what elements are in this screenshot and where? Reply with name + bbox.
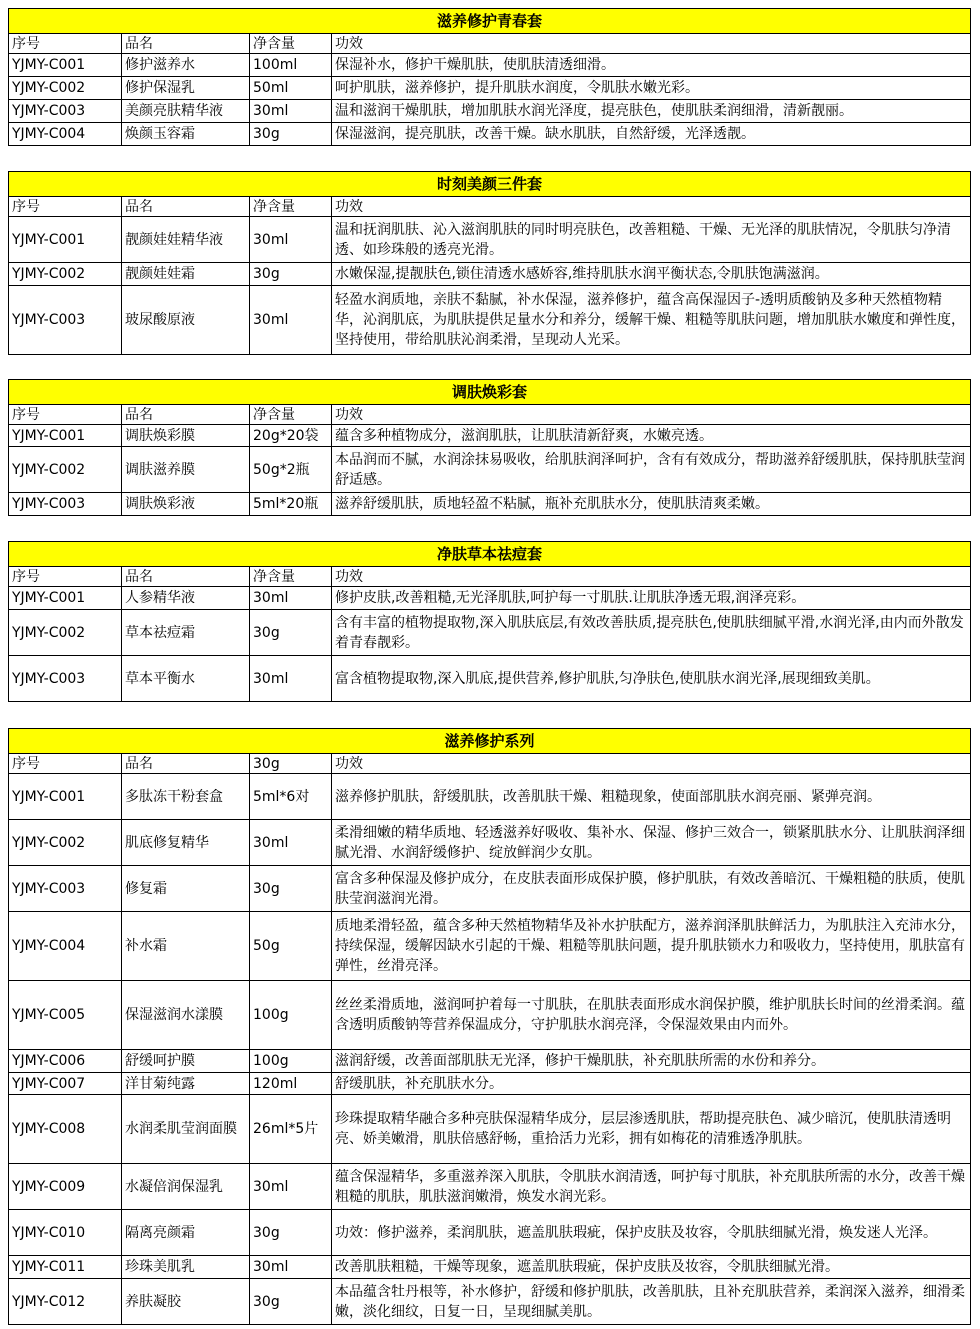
product-effect: 轻盈水润质地，亲肤不黏腻，补水保湿，滋养修护，蕴含高保湿因子-透明质酸钠及多种天然植物精华，沁润肌底，为肌肤提供足量水分和养分，缓解干燥、粗糙等肌肤问题，增加肌肤水嫩度和弹性度，坚持使用，带给肌肤沁润柔滑，呈现动人光采。 xyxy=(332,286,971,355)
set-title-row xyxy=(9,542,971,567)
net-content: 30ml xyxy=(250,656,332,702)
table-row xyxy=(9,820,971,866)
table-row xyxy=(9,981,971,1050)
product-name: 舒缓呵护膜 xyxy=(122,1050,250,1073)
product-name: 草本平衡水 xyxy=(122,656,250,702)
table-row xyxy=(9,425,971,447)
table-row xyxy=(9,123,971,146)
product-name: 水润柔肌莹润面膜 xyxy=(122,1095,250,1164)
product-code: YJMY-C012 xyxy=(9,1279,122,1325)
product-effect: 改善肌肤粗糙，干燥等现象，遮盖肌肤瑕疵，保护皮肤及妆容，令肌肤细腻光滑。 xyxy=(332,1256,971,1279)
set-title: 时刻美颜三件套 xyxy=(9,172,971,197)
product-table xyxy=(8,8,971,146)
product-effect: 呵护肌肤，滋养修护，提升肌肤水润度，令肌肤水嫩光彩。 xyxy=(332,77,971,100)
net-content: 30g xyxy=(250,1279,332,1325)
set-title-row xyxy=(9,9,971,34)
table-row xyxy=(9,1210,971,1256)
table-row xyxy=(9,1095,971,1164)
product-effect: 温和滋润干燥肌肤，增加肌肤水润光泽度，提亮肤色，使肌肤柔润细滑，清新靓丽。 xyxy=(332,100,971,123)
column-header: 序号 xyxy=(9,197,122,217)
product-name: 玻尿酸原液 xyxy=(122,286,250,355)
product-code: YJMY-C003 xyxy=(9,493,122,516)
net-content: 120ml xyxy=(250,1073,332,1095)
product-effect: 本品蕴含牡丹根等，补水修护，舒缓和修护肌肤，改善肌肤，且补充肌肤营养，柔润深入滋养，细滑柔嫩，淡化细纹，日复一日，呈现细腻美肌。 xyxy=(332,1279,971,1325)
product-code: YJMY-C004 xyxy=(9,912,122,981)
column-header: 功效 xyxy=(332,754,971,774)
column-header: 品名 xyxy=(122,754,250,774)
product-effect: 滋养修护肌肤，舒缓肌肤，改善肌肤干燥、粗糙现象，使面部肌肤水润亮丽、紧弹亮润。 xyxy=(332,774,971,820)
product-name: 美颜亮肤精华液 xyxy=(122,100,250,123)
net-content: 5ml*6对 xyxy=(250,774,332,820)
product-name: 靓颜娃娃精华液 xyxy=(122,217,250,263)
product-code: YJMY-C001 xyxy=(9,774,122,820)
net-content: 50g xyxy=(250,912,332,981)
product-name: 调肤焕彩膜 xyxy=(122,425,250,447)
product-code: YJMY-C005 xyxy=(9,981,122,1050)
net-content: 50ml xyxy=(250,77,332,100)
column-header: 序号 xyxy=(9,34,122,54)
product-name: 人参精华液 xyxy=(122,587,250,610)
column-header: 序号 xyxy=(9,754,122,774)
set-title: 滋养修护系列 xyxy=(9,729,971,754)
header-row xyxy=(9,567,971,587)
product-code: YJMY-C002 xyxy=(9,610,122,656)
product-effect: 温和抚润肌肤、沁入滋润肌肤的同时明亮肤色，改善粗糙、干燥、无光泽的肌肤情况，令肌肤匀净清透、如珍珠般的透亮光滑。 xyxy=(332,217,971,263)
net-content: 5ml*20瓶 xyxy=(250,493,332,516)
product-effect: 修护皮肤,改善粗糙,无光泽肌肤,呵护每一寸肌肤.让肌肤净透无瑕,润泽亮彩。 xyxy=(332,587,971,610)
net-content: 30ml xyxy=(250,217,332,263)
net-content: 30ml xyxy=(250,1164,332,1210)
product-code: YJMY-C001 xyxy=(9,217,122,263)
net-content: 30ml xyxy=(250,820,332,866)
column-header: 序号 xyxy=(9,567,122,587)
product-name: 水凝倍润保湿乳 xyxy=(122,1164,250,1210)
net-content: 30ml xyxy=(250,587,332,610)
table-row xyxy=(9,100,971,123)
product-name: 洋甘菊纯露 xyxy=(122,1073,250,1095)
header-row xyxy=(9,405,971,425)
product-name: 珍珠美肌乳 xyxy=(122,1256,250,1279)
table-row xyxy=(9,286,971,355)
product-name: 隔离亮颜霜 xyxy=(122,1210,250,1256)
product-effect: 含有丰富的植物提取物,深入肌肤底层,有效改善肤质,提亮肤色,使肌肤细腻平滑,水润光泽,由内而外散发着青春靓彩。 xyxy=(332,610,971,656)
product-code: YJMY-C002 xyxy=(9,447,122,493)
product-code: YJMY-C003 xyxy=(9,866,122,912)
product-code: YJMY-C008 xyxy=(9,1095,122,1164)
product-code: YJMY-C004 xyxy=(9,123,122,146)
product-table xyxy=(8,379,971,516)
net-content: 100g xyxy=(250,981,332,1050)
product-code: YJMY-C010 xyxy=(9,1210,122,1256)
product-name: 多肽冻干粉套盒 xyxy=(122,774,250,820)
column-header: 功效 xyxy=(332,405,971,425)
net-content: 100ml xyxy=(250,54,332,77)
product-code: YJMY-C001 xyxy=(9,425,122,447)
net-content: 30ml xyxy=(250,1256,332,1279)
product-name: 修护保湿乳 xyxy=(122,77,250,100)
product-code: YJMY-C002 xyxy=(9,820,122,866)
table-row xyxy=(9,217,971,263)
product-name: 肌底修复精华 xyxy=(122,820,250,866)
net-content: 30g xyxy=(250,263,332,286)
set-title-row xyxy=(9,729,971,754)
table-row xyxy=(9,447,971,493)
column-header: 净含量 xyxy=(250,197,332,217)
table-row xyxy=(9,866,971,912)
column-header: 品名 xyxy=(122,197,250,217)
column-header: 品名 xyxy=(122,34,250,54)
set-title-row xyxy=(9,172,971,197)
net-content: 20g*20袋 xyxy=(250,425,332,447)
product-effect: 质地柔滑轻盈，蕴含多种天然植物精华及补水护肤配方，滋养润泽肌肤鲜活力，为肌肤注入充沛水分，持续保湿，缓解因缺水引起的干燥、粗糙等肌肤问题，提升肌肤锁水力和吸收力，坚持使用，肌肤富有弹性，丝滑亮泽。 xyxy=(332,912,971,981)
product-effect: 柔滑细嫩的精华质地、轻透滋养好吸收、集补水、保湿、修护三效合一，锁紧肌肤水分、让肌肤润泽细腻光滑、水润舒缓修护、绽放鲜润少女肌。 xyxy=(332,820,971,866)
net-content: 30g xyxy=(250,1210,332,1256)
column-header: 序号 xyxy=(9,405,122,425)
product-code: YJMY-C003 xyxy=(9,656,122,702)
table-row xyxy=(9,54,971,77)
net-content: 30ml xyxy=(250,286,332,355)
product-name: 养肤凝胶 xyxy=(122,1279,250,1325)
product-code: YJMY-C003 xyxy=(9,286,122,355)
column-header: 净含量 xyxy=(250,405,332,425)
product-code: YJMY-C007 xyxy=(9,1073,122,1095)
product-table xyxy=(8,171,971,355)
product-name: 修复霜 xyxy=(122,866,250,912)
table-row xyxy=(9,77,971,100)
product-name: 补水霜 xyxy=(122,912,250,981)
table-row xyxy=(9,1164,971,1210)
net-content: 30ml xyxy=(250,100,332,123)
product-name: 草本祛痘霜 xyxy=(122,610,250,656)
net-content: 30g xyxy=(250,866,332,912)
product-code: YJMY-C002 xyxy=(9,77,122,100)
product-name: 靓颜娃娃霜 xyxy=(122,263,250,286)
product-name: 修护滋养水 xyxy=(122,54,250,77)
product-effect: 保湿滋润，提亮肌肤，改善干燥。缺水肌肤，自然舒缓，光泽透靓。 xyxy=(332,123,971,146)
set-title: 净肤草本祛痘套 xyxy=(9,542,971,567)
product-effect: 丝丝柔滑质地，滋润呵护着每一寸肌肤，在肌肤表面形成水润保护膜，维护肌肤长时间的丝滑柔润。蕴含透明质酸钠等营养保温成分，守护肌肤水润亮泽，令保湿效果由内而外。 xyxy=(332,981,971,1050)
table-row xyxy=(9,1073,971,1095)
table-row xyxy=(9,587,971,610)
table-row xyxy=(9,1050,971,1073)
product-effect: 蕴含多种植物成分，滋润肌肤，让肌肤清新舒爽，水嫩亮透。 xyxy=(332,425,971,447)
product-effect: 珍珠提取精华融合多种亮肤保湿精华成分，层层渗透肌肤，帮助提亮肤色、减少暗沉，使肌肤清透明亮、娇美嫩滑，肌肤倍感舒畅，重拾活力光彩，拥有如梅花的清雅透净肌肤。 xyxy=(332,1095,971,1164)
net-content: 100g xyxy=(250,1050,332,1073)
product-effect: 滋润舒缓，改善面部肌肤无光泽，修护干燥肌肤，补充肌肤所需的水份和养分。 xyxy=(332,1050,971,1073)
header-row xyxy=(9,754,971,774)
product-effect: 舒缓肌肤，补充肌肤水分。 xyxy=(332,1073,971,1095)
product-table xyxy=(8,728,971,1325)
product-code: YJMY-C009 xyxy=(9,1164,122,1210)
table-row xyxy=(9,774,971,820)
product-name: 焕颜玉容霜 xyxy=(122,123,250,146)
column-header: 品名 xyxy=(122,567,250,587)
table-row xyxy=(9,656,971,702)
product-name: 保湿滋润水漾膜 xyxy=(122,981,250,1050)
table-row xyxy=(9,1256,971,1279)
product-effect: 本品润而不腻，水润涂抹易吸收，给肌肤润泽呵护，含有有效成分，帮助滋养舒缓肌肤，保持肌肤莹润舒适感。 xyxy=(332,447,971,493)
product-name: 调肤焕彩液 xyxy=(122,493,250,516)
column-header: 净含量 xyxy=(250,34,332,54)
table-row xyxy=(9,912,971,981)
column-header: 净含量 xyxy=(250,567,332,587)
table-row xyxy=(9,1279,971,1325)
net-content: 30g xyxy=(250,610,332,656)
product-effect: 滋养舒缓肌肤，质地轻盈不粘腻，瓶补充肌肤水分，使肌肤清爽柔嫩。 xyxy=(332,493,971,516)
product-effect: 功效：修护滋养，柔润肌肤，遮盖肌肤瑕疵，保护皮肤及妆容，令肌肤细腻光滑，焕发迷人光泽。 xyxy=(332,1210,971,1256)
product-code: YJMY-C001 xyxy=(9,54,122,77)
column-header: 功效 xyxy=(332,34,971,54)
product-code: YJMY-C001 xyxy=(9,587,122,610)
product-effect: 富含植物提取物,深入肌底,提供营养,修护肌肤,匀净肤色,使肌肤水润光泽,展现细致美肌。 xyxy=(332,656,971,702)
table-row xyxy=(9,610,971,656)
product-code: YJMY-C003 xyxy=(9,100,122,123)
product-name: 调肤滋养膜 xyxy=(122,447,250,493)
set-title: 调肤焕彩套 xyxy=(9,380,971,405)
product-effect: 水嫩保湿,提靓肤色,锁住清透水感娇容,维持肌肤水润平衡状态,令肌肤饱满滋润。 xyxy=(332,263,971,286)
product-effect: 蕴含保湿精华，多重滋养深入肌肤，令肌肤水润清透，呵护每寸肌肤，补充肌肤所需的水分，改善干燥粗糙的肌肤，肌肤滋润嫩滑，焕发水润光彩。 xyxy=(332,1164,971,1210)
header-row xyxy=(9,197,971,217)
product-code: YJMY-C011 xyxy=(9,1256,122,1279)
column-header: 功效 xyxy=(332,197,971,217)
product-effect: 富含多种保湿及修护成分，在皮肤表面形成保护膜，修护肌肤，有效改善暗沉、干燥粗糙的肤质，使肌肤莹润滋润光滑。 xyxy=(332,866,971,912)
set-title-row xyxy=(9,380,971,405)
column-header: 30g xyxy=(250,754,332,774)
set-title: 滋养修护青春套 xyxy=(9,9,971,34)
product-table xyxy=(8,541,971,702)
table-row xyxy=(9,263,971,286)
product-code: YJMY-C006 xyxy=(9,1050,122,1073)
net-content: 50g*2瓶 xyxy=(250,447,332,493)
header-row xyxy=(9,34,971,54)
column-header: 功效 xyxy=(332,567,971,587)
product-code: YJMY-C002 xyxy=(9,263,122,286)
table-row xyxy=(9,493,971,516)
product-effect: 保湿补水，修护干燥肌肤，使肌肤清透细滑。 xyxy=(332,54,971,77)
net-content: 26ml*5片 xyxy=(250,1095,332,1164)
column-header: 品名 xyxy=(122,405,250,425)
net-content: 30g xyxy=(250,123,332,146)
